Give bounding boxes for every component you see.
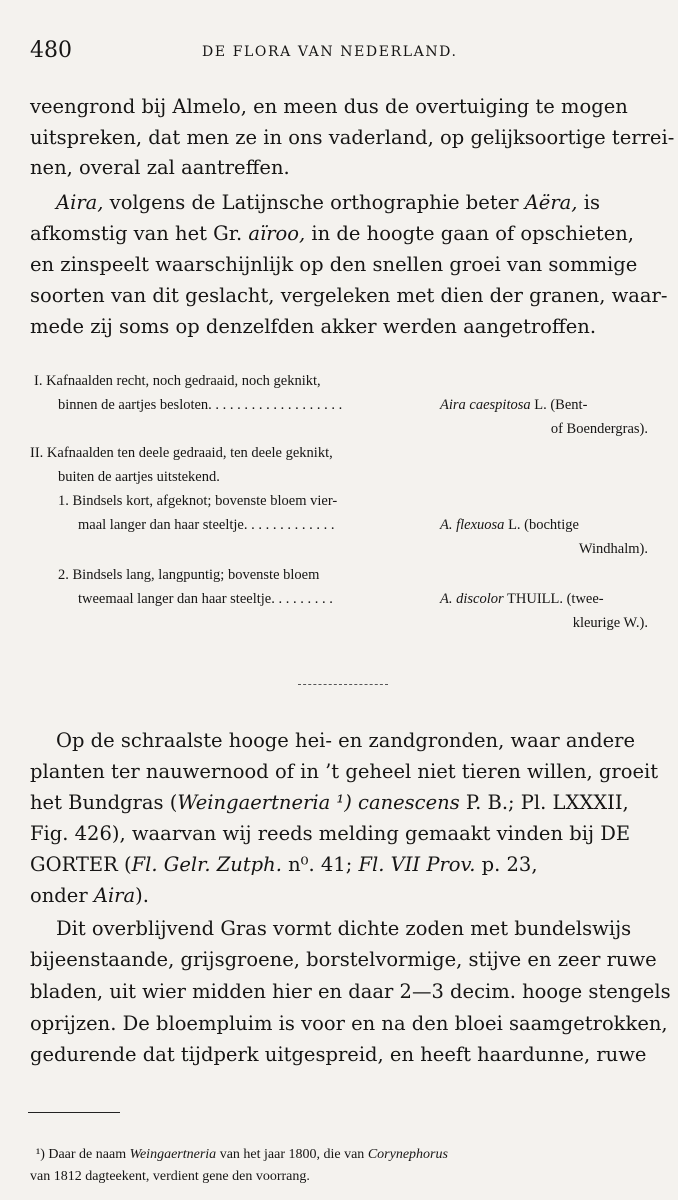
text-line: bladen, uit wier midden hier en daar 2—3 decim. hooge stengels: [30, 980, 671, 1003]
key-common-name: of Boendergras).: [550, 421, 648, 437]
key-line: II. Kafnaalden ten deele gedraaid, ten deele geknikt,: [30, 445, 333, 461]
text-line: Dit overblijvend Gras vormt dichte zoden met bundelswijs: [56, 917, 632, 940]
italic-term: Aëra,: [524, 191, 578, 214]
species-author: L. (Bent-: [534, 397, 588, 413]
key-species: [440, 393, 587, 417]
text-line: soorten van dit geslacht, vergeleken met dien der granen, waar-: [30, 284, 668, 307]
text-line: bijeenstaande, grijsgroene, borstelvormige, stijve en zeer ruwe: [30, 948, 657, 971]
text-span: p. 23,: [481, 853, 538, 876]
key-line: 2. Bindsels lang, langpuntig; bovenste bloem: [58, 567, 320, 583]
italic-term: Aira: [93, 884, 136, 907]
text-line: oprijzen. De bloempluim is voor en na den bloei saamgetrokken,: [30, 1012, 668, 1035]
text-line: veengrond bij Almelo, en meen dus de overtuiging te mogen: [30, 95, 628, 118]
key-species: [440, 513, 579, 537]
key-common-name: Windhalm).: [578, 541, 648, 557]
text-line: uitspreken, dat men ze in ons vaderland, op gelijksoortige terrei-: [30, 126, 675, 149]
text-span: volgens de Latijnsche orthographie beter: [109, 191, 519, 214]
text-span: in de hoogte gaan of opschieten,: [311, 222, 635, 245]
key-species: [440, 587, 604, 611]
page-number: 480: [30, 38, 72, 63]
text-line: nen, overal zal aantreffen.: [30, 156, 290, 179]
text-span: n⁰. 41;: [288, 853, 353, 876]
text-span: van het jaar 1800, die van: [219, 1147, 365, 1162]
species-name: A. discolor: [440, 591, 504, 607]
italic-term: ¹) canescens: [336, 791, 460, 814]
text-span: P. B.; Pl. LXXXII,: [465, 791, 629, 814]
key-line: I. Kafnaalden recht, noch gedraaid, noch geknikt,: [34, 373, 321, 389]
text-line: gedurende dat tijdperk uitgespreid, en heeft haardunne, ruwe: [30, 1043, 647, 1066]
text-line: en zinspeelt waarschijnlijk op den snellen groei van sommige: [30, 253, 638, 276]
italic-term: aïroo,: [248, 222, 306, 245]
section-separator: [298, 684, 388, 685]
italic-term: Fl. VII Prov.: [358, 853, 476, 876]
text-span: ¹) Daar de naam: [36, 1147, 127, 1162]
text-span: ).: [135, 884, 149, 907]
italic-term: Weingaertneria: [129, 1147, 217, 1162]
text-line: Op de schraalste hooge hei- en zandgronden, waar andere: [56, 729, 636, 752]
text-span: is: [583, 191, 600, 214]
text-line: planten ter nauwernood of in ’t geheel niet tieren willen, groeit: [30, 760, 659, 783]
text-span: afkomstig van het Gr.: [30, 222, 243, 245]
text-line: [30, 219, 634, 249]
species-name: Aira caespitosa: [440, 397, 531, 413]
key-common-name: kleurige W.).: [572, 615, 648, 631]
key-line: tweemaal langer dan haar steeltje. . . . . . . . .: [78, 591, 333, 607]
footnote-rule: [28, 1112, 120, 1113]
species-author: L. (bochtige: [508, 517, 579, 533]
italic-term: Corynephorus: [367, 1147, 448, 1162]
text-line: mede zij soms op denzelfden akker werden aangetroffen.: [30, 315, 597, 338]
key-line: binnen de aartjes besloten. . . . . . . . . . . . . . . . . . .: [58, 397, 343, 413]
text-span: onder: [30, 884, 88, 907]
running-title: DE FLORA VAN NEDERLAND.: [202, 44, 458, 60]
text-line: [30, 850, 538, 880]
species-name: A. flexuosa: [440, 517, 505, 533]
key-line: 1. Bindsels kort, afgeknot; bovenste bloem vier-: [58, 493, 338, 509]
text-line: [30, 881, 149, 911]
italic-term: Aira,: [56, 191, 104, 214]
italic-term: Fl. Gelr. Zutph.: [131, 853, 282, 876]
footnote-line: [36, 1144, 448, 1166]
species-author: THUILL. (twee-: [507, 591, 604, 607]
text-span: GORTER (: [30, 853, 132, 876]
footnote-line: van 1812 dagteekent, verdient gene den voorrang.: [30, 1169, 310, 1184]
text-line: [30, 788, 629, 818]
text-line: Fig. 426), waarvan wij reeds melding gemaakt vinden bij DE: [30, 822, 631, 845]
key-line: buiten de aartjes uitstekend.: [58, 469, 220, 485]
text-span: het Bundgras (: [30, 791, 178, 814]
text-line: [56, 188, 600, 218]
italic-term: Weingaertneria: [177, 791, 331, 814]
page-header: [30, 38, 650, 68]
key-line: maal langer dan haar steeltje. . . . . . . . . . . . .: [78, 517, 335, 533]
